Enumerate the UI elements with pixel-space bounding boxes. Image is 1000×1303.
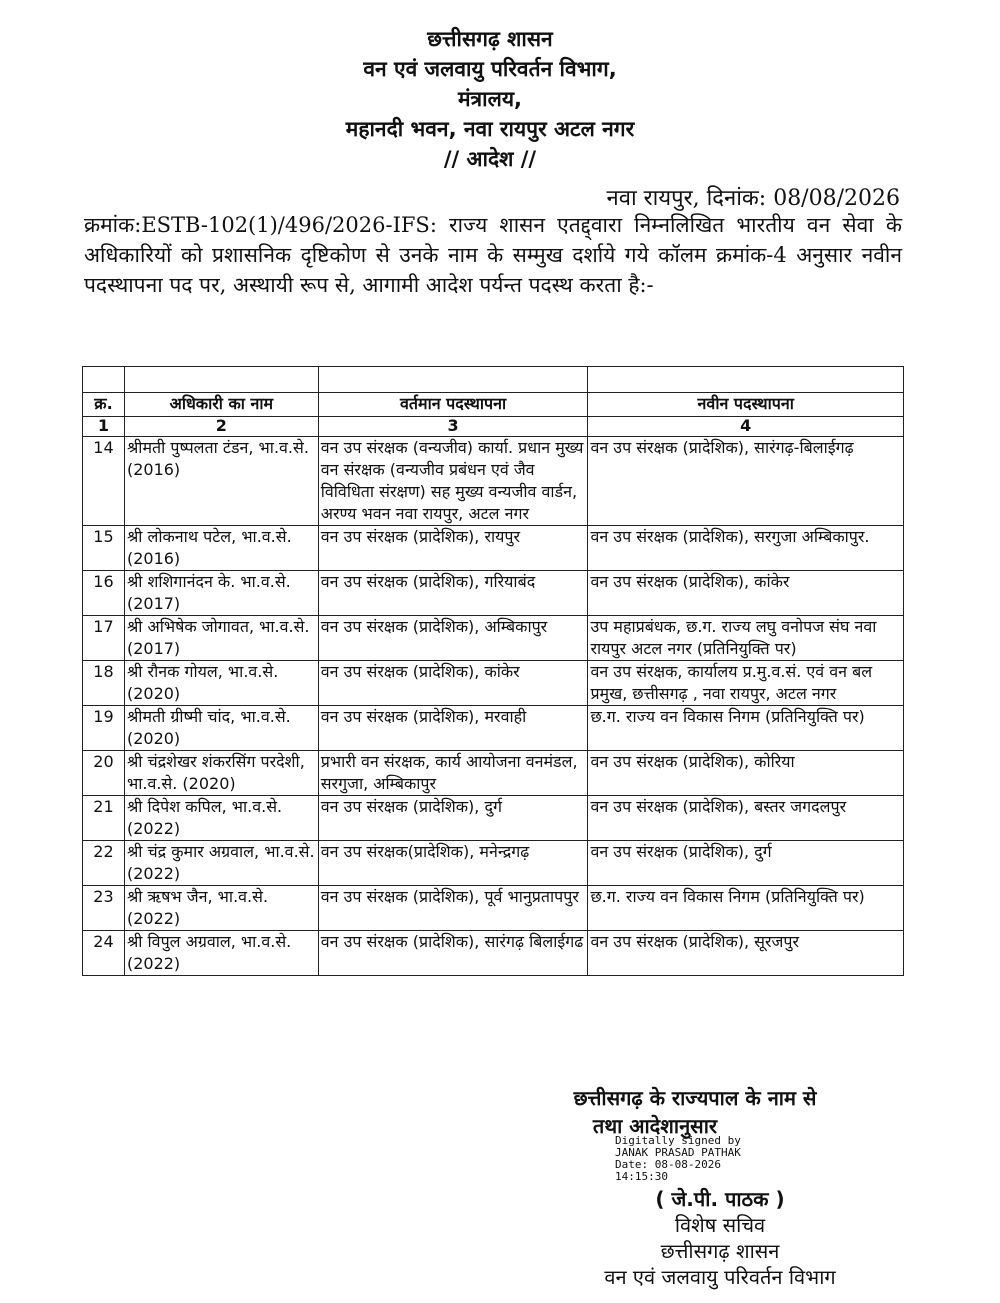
serial-number-cell: 18 — [83, 661, 125, 706]
digital-signature-label: Digitally signed by — [615, 1134, 741, 1147]
order-date: नवा रायपुर, दिनांक: 08/08/2026 — [606, 186, 900, 211]
table-row — [83, 571, 904, 616]
serial-number-cell: 20 — [83, 751, 125, 796]
new-posting-cell: वन उप संरक्षक (प्रादेशिक), कोरिया — [588, 751, 904, 796]
authority-line-2: तथा आदेशानुसार — [592, 1114, 718, 1138]
officer-name-cell: श्री ऋषभ जैन, भा.व.से. (2022) — [124, 886, 318, 931]
serial-number-cell: 19 — [83, 706, 125, 751]
table-row — [83, 796, 904, 841]
officer-name-cell: श्री चंद्र कुमार अग्रवाल, भा.व.से. (2022) — [124, 841, 318, 886]
address-line: महानदी भवन, नवा रायपुर अटल नगर — [345, 117, 635, 141]
new-posting-cell: वन उप संरक्षक (प्रादेशिक), सारंगढ़-बिलाईगढ़ — [588, 437, 904, 526]
current-posting-cell: वन उप संरक्षक (प्रादेशिक), मरवाही — [318, 706, 588, 751]
serial-number-cell: 17 — [83, 616, 125, 661]
digital-signature-time: 14:15:30 — [615, 1170, 668, 1183]
authority-line: छत्तीसगढ़ के राज्यपाल के नाम से — [573, 1086, 817, 1110]
table-row — [83, 886, 904, 931]
current-posting-cell: वन उप संरक्षक (प्रादेशिक), सारंगढ़ बिलाईगढ — [318, 931, 588, 976]
officer-name-cell: श्री चंद्रशेखर शंकरसिंग परदेशी, भा.व.से. (2020) — [124, 751, 318, 796]
order-title: // आदेश // — [443, 147, 537, 171]
header-serial: क्र. — [83, 393, 125, 417]
new-posting-cell: वन उप संरक्षक (प्रादेशिक), दुर्ग — [588, 841, 904, 886]
header-officer-name: अधिकारी का नाम — [124, 393, 318, 417]
table-row — [83, 616, 904, 661]
digital-signature-date: Date: 08-08-2026 — [615, 1158, 721, 1171]
current-posting-cell: वन उप संरक्षक (प्रादेशिक), दुर्ग — [318, 796, 588, 841]
table-row — [83, 931, 904, 976]
signatory-org: छत्तीसगढ़ शासन — [660, 1239, 780, 1263]
new-posting-cell: उप महाप्रबंधक, छ.ग. राज्य लघु वनोपज संघ नवा रायपुर अटल नगर (प्रतिनियुक्ति पर) — [588, 616, 904, 661]
column-number: 4 — [588, 417, 904, 437]
current-posting-cell: वन उप संरक्षक (प्रादेशिक), गरियाबंद — [318, 571, 588, 616]
new-posting-cell: वन उप संरक्षक (प्रादेशिक), सरगुजा अम्बिकापुर. — [588, 526, 904, 571]
new-posting-cell: वन उप संरक्षक, कार्यालय प्र.मु.व.सं. एवं वन बल प्रमुख, छत्तीसगढ़ , नवा रायपुर, अटल नगर — [588, 661, 904, 706]
header-new-posting: नवीन पदस्थापना — [588, 393, 904, 417]
signatory-block — [540, 1186, 900, 1290]
officer-name-cell: श्री विपुल अग्रवाल, भा.व.से. (2022) — [124, 931, 318, 976]
letterhead — [250, 24, 730, 174]
serial-number-cell: 22 — [83, 841, 125, 886]
officer-name-cell: श्री दिपेश कपिल, भा.व.से. (2022) — [124, 796, 318, 841]
current-posting-cell: वन उप संरक्षक(प्रादेशिक), मनेन्द्रगढ़ — [318, 841, 588, 886]
serial-number-cell: 24 — [83, 931, 125, 976]
current-posting-cell: प्रभारी वन संरक्षक, कार्य आयोजना वनमंडल, सरगुजा, अम्बिकापुर — [318, 751, 588, 796]
current-posting-cell: वन उप संरक्षक (प्रादेशिक), कांकेर — [318, 661, 588, 706]
serial-number-cell: 21 — [83, 796, 125, 841]
current-posting-cell: वन उप संरक्षक (प्रादेशिक), अम्बिकापुर — [318, 616, 588, 661]
current-posting-cell: वन उप संरक्षक (प्रादेशिक), पूर्व भानुप्रतापपुर — [318, 886, 588, 931]
order-intro-paragraph: क्रमांक:ESTB-102(1)/496/2026-IFS: राज्य शासन एतद्द्वारा निम्नलिखित भारतीय वन सेवा के अधिकारियों को प्रशासनिक दृष्टिकोण से उनके नाम के सम्मुख दर्शाये गये कॉलम क्रमांक-4 अनुसार नवीन पदस्थापना पद पर, अस्थायी रूप से, आगामी आदेश पर्यन्त पदस्थ करता है:- — [84, 213, 902, 297]
posting-table — [82, 366, 904, 976]
signatory-department: वन एवं जलवायु परिवर्तन विभाग — [604, 1265, 836, 1289]
authority-block — [520, 1084, 870, 1140]
table-row — [83, 841, 904, 886]
table-row — [83, 526, 904, 571]
serial-number-cell: 23 — [83, 886, 125, 931]
header-current-posting: वर्तमान पदस्थापना — [318, 393, 588, 417]
table-row — [83, 661, 904, 706]
table-header-row — [83, 393, 904, 417]
officer-name-cell: श्री लोकनाथ पटेल, भा.व.से. (2016) — [124, 526, 318, 571]
govt-name: छत्तीसगढ़ शासन — [427, 27, 553, 51]
table-row — [83, 437, 904, 526]
officer-name-cell: श्री अभिषेक जोगावत, भा.व.से. (2017) — [124, 616, 318, 661]
table-row — [83, 751, 904, 796]
column-number: 3 — [318, 417, 588, 437]
officer-name-cell: श्रीमती पुष्पलता टंडन, भा.व.से. (2016) — [124, 437, 318, 526]
column-number: 2 — [124, 417, 318, 437]
new-posting-cell: वन उप संरक्षक (प्रादेशिक), बस्तर जगदलपुर — [588, 796, 904, 841]
serial-number-cell: 15 — [83, 526, 125, 571]
column-number: 1 — [83, 417, 125, 437]
department-name: वन एवं जलवायु परिवर्तन विभाग, — [363, 57, 617, 81]
new-posting-cell: छ.ग. राज्य वन विकास निगम (प्रतिनियुक्ति पर) — [588, 706, 904, 751]
current-posting-cell: वन उप संरक्षक (वन्यजीव) कार्या. प्रधान मुख्य वन संरक्षक (वन्यजीव प्रबंधन एवं जैव विविधिता संरक्षण) सह मुख्य वन्यजीव वार्डन, अरण्य भवन नवा रायपुर, अटल नगर — [318, 437, 588, 526]
digital-signature — [615, 1135, 741, 1183]
officer-name-cell: श्री रौनक गोयल, भा.व.से. (2020) — [124, 661, 318, 706]
new-posting-cell: वन उप संरक्षक (प्रादेशिक), सूरजपुर — [588, 931, 904, 976]
table-top-blank-row — [83, 367, 904, 393]
signatory-name: ( जे.पी. पाठक ) — [655, 1187, 785, 1211]
signatory-designation: विशेष सचिव — [674, 1213, 766, 1237]
new-posting-cell: छ.ग. राज्य वन विकास निगम (प्रतिनियुक्ति पर) — [588, 886, 904, 931]
serial-number-cell: 14 — [83, 437, 125, 526]
officer-name-cell: श्री शशिगानंदन के. भा.व.से. (2017) — [124, 571, 318, 616]
column-number-row — [83, 417, 904, 437]
ministry-label: मंत्रालय, — [458, 87, 522, 111]
new-posting-cell: वन उप संरक्षक (प्रादेशिक), कांकेर — [588, 571, 904, 616]
current-posting-cell: वन उप संरक्षक (प्रादेशिक), रायपुर — [318, 526, 588, 571]
serial-number-cell: 16 — [83, 571, 125, 616]
table-row — [83, 706, 904, 751]
digital-signature-name: JANAK PRASAD PATHAK — [615, 1146, 741, 1159]
officer-name-cell: श्रीमती ग्रीष्मी चांद, भा.व.से. (2020) — [124, 706, 318, 751]
